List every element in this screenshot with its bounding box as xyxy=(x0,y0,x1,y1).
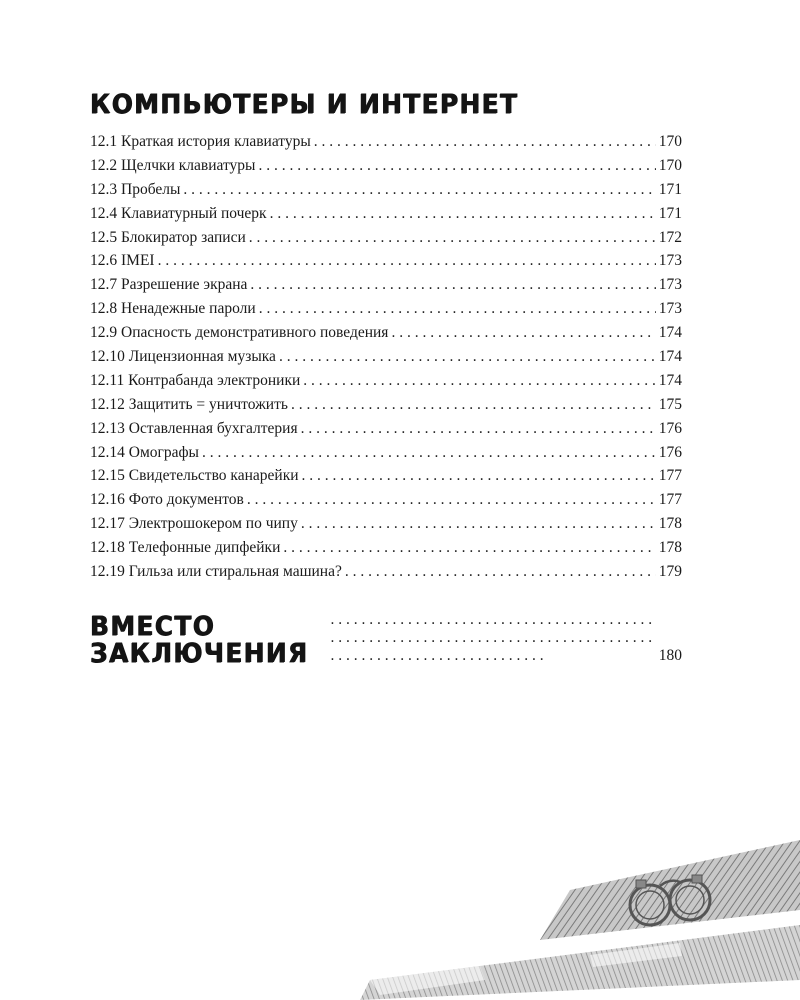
toc-page-number: 172 xyxy=(658,228,682,246)
toc-entry[interactable] xyxy=(90,491,682,515)
toc-entry-label: 12.5 Блокиратор записи xyxy=(90,228,246,246)
toc-page-number: 171 xyxy=(658,204,682,222)
toc-entry-label: 12.12 Защитить = уничтожить xyxy=(90,395,288,413)
toc-leader-dots xyxy=(247,491,656,509)
toc-entry[interactable] xyxy=(90,372,682,396)
toc-entry[interactable] xyxy=(90,515,682,539)
toc-page-number: 176 xyxy=(658,419,682,437)
toc-entry[interactable] xyxy=(90,467,682,491)
toc-page-number: 173 xyxy=(658,276,682,294)
toc-leader-dots xyxy=(301,420,656,438)
section-title-computers: КОМПЬЮТЕРЫ И ИНТЕРНЕТ xyxy=(90,89,519,120)
toc-entry-label: 12.6 IMEI xyxy=(90,252,155,270)
toc-entry-label: 12.15 Свидетельство канарейки xyxy=(90,467,299,485)
toc-entry-label: 12.13 Оставленная бухгалтерия xyxy=(90,419,298,437)
toc-entry[interactable] xyxy=(90,563,682,587)
section-title-conclusion: ВМЕСТО ЗАКЛЮЧЕНИЯ xyxy=(90,611,309,669)
toc-page-number: 177 xyxy=(658,491,682,509)
toc-leader-dots xyxy=(279,348,656,366)
toc-leader-dots xyxy=(270,205,656,223)
toc-final-entry[interactable] xyxy=(90,611,682,667)
toc-leader-dots xyxy=(258,157,655,175)
toc-leader-dots xyxy=(391,324,655,342)
toc-entry[interactable] xyxy=(90,300,682,324)
toc-entry-label: 12.16 Фото документов xyxy=(90,491,244,509)
toc-entry[interactable] xyxy=(90,181,682,205)
toc-leader-dots xyxy=(301,515,656,533)
toc-page-number: 179 xyxy=(658,563,682,581)
toc-entry-label: 12.7 Разрешение экрана xyxy=(90,276,248,294)
toc-page-number: 170 xyxy=(658,156,682,174)
toc-entry-label: 12.3 Пробелы xyxy=(90,180,181,198)
toc-leader-dots xyxy=(250,276,655,294)
toc-page-number: 177 xyxy=(658,467,682,485)
toc-entry[interactable] xyxy=(90,252,682,276)
toc-entry-label: 12.18 Телефонные дипфейки xyxy=(90,539,281,557)
toc-entry-label: 12.11 Контрабанда электроники xyxy=(90,371,301,389)
toc-leader-dots xyxy=(259,300,656,318)
toc-entry-label: 12.19 Гильза или стиральная машина? xyxy=(90,563,342,581)
toc-leader-dots xyxy=(314,133,656,151)
toc-entry[interactable] xyxy=(90,157,682,181)
toc-entry[interactable] xyxy=(90,324,682,348)
toc-entry-label: 12.14 Омографы xyxy=(90,443,199,461)
toc-page-number: 171 xyxy=(658,180,682,198)
toc-entry-label: 12.4 Клавиатурный почерк xyxy=(90,204,267,222)
toc-page-number: 176 xyxy=(658,443,682,461)
tape-strip-lower xyxy=(360,925,800,1000)
toc-entry-label: 12.9 Опасность демонстративного поведения xyxy=(90,324,389,342)
toc-page-number: 173 xyxy=(658,300,682,318)
toc-entry[interactable] xyxy=(90,539,682,563)
toc-page-number: 174 xyxy=(658,324,682,342)
toc-entry-label: 12.8 Ненадежные пароли xyxy=(90,300,256,318)
tape-decoration xyxy=(360,830,800,1000)
toc-leader-dots xyxy=(158,252,656,270)
toc-leader-dots xyxy=(345,563,656,581)
toc-leader-dots xyxy=(302,467,656,485)
toc-entry-label: 12.2 Щелчки клавиатуры xyxy=(90,156,256,174)
toc-page-number: 178 xyxy=(658,515,682,533)
toc-page-number: 178 xyxy=(658,539,682,557)
toc-page-number: 180 xyxy=(658,647,682,664)
toc-leader-dots xyxy=(291,396,656,414)
toc-entry[interactable] xyxy=(90,205,682,229)
tape-strip-upper xyxy=(540,840,800,940)
toc-entry-label: 12.1 Краткая история клавиатуры xyxy=(90,133,311,150)
toc-entry-label: 12.17 Электрошокером по чипу xyxy=(90,515,298,533)
toc-entry[interactable] xyxy=(90,348,682,372)
toc-entry[interactable] xyxy=(90,229,682,253)
toc-entry[interactable] xyxy=(90,276,682,300)
toc-page-number: 174 xyxy=(658,371,682,389)
toc-leader-dots xyxy=(283,539,655,557)
toc-entry[interactable] xyxy=(90,444,682,468)
toc-page-number: 174 xyxy=(658,348,682,366)
toc-leader-dots xyxy=(331,611,656,665)
toc-leader-dots xyxy=(249,229,656,247)
toc-entry[interactable] xyxy=(90,420,682,444)
toc-entry-label: 12.10 Лицензионная музыка xyxy=(90,348,276,366)
toc-leader-dots xyxy=(303,372,655,390)
toc-leader-dots xyxy=(202,444,656,462)
toc-page-number: 173 xyxy=(658,252,682,270)
toc-entry[interactable] xyxy=(90,396,682,420)
toc-page-number: 170 xyxy=(658,133,682,150)
toc-leader-dots xyxy=(183,181,655,199)
table-of-contents xyxy=(90,133,682,587)
toc-page-number: 175 xyxy=(658,395,682,413)
toc-entry[interactable] xyxy=(90,133,682,157)
